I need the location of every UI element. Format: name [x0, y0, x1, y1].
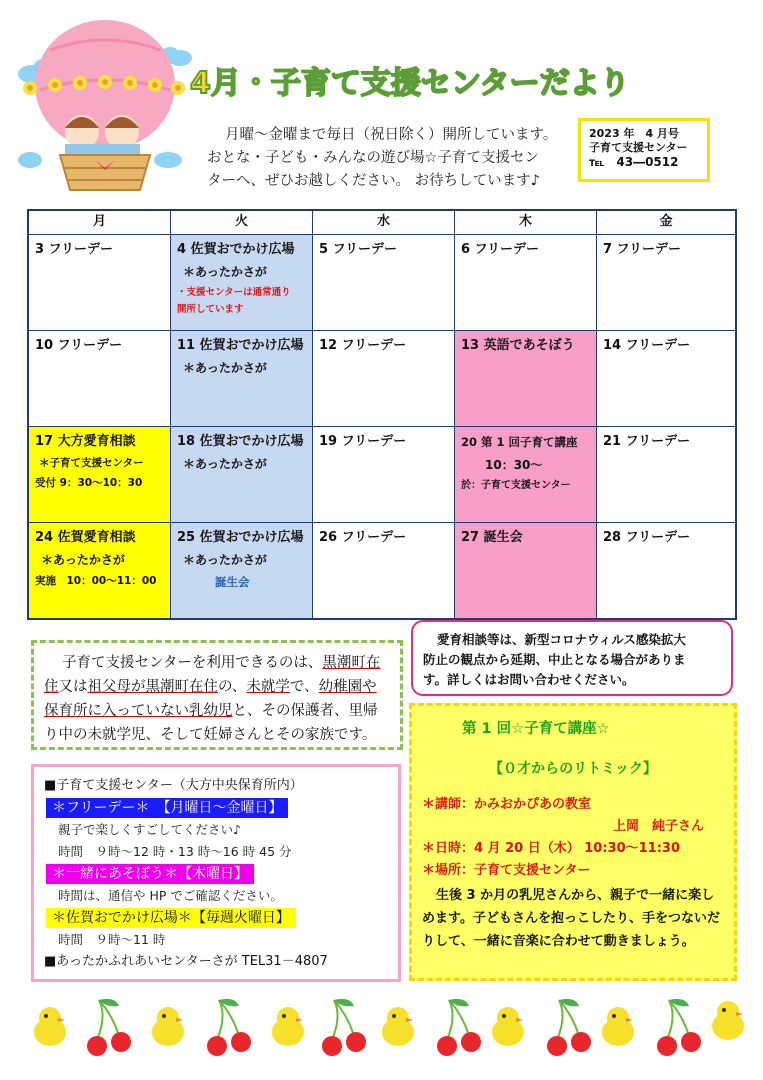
day-header: 金 [597, 211, 735, 235]
calendar-table [27, 209, 737, 620]
cell-title: 19 フリーデー [319, 434, 407, 449]
intro-line: ターへ、ぜひお越しください。 お待ちしています♪ [207, 173, 540, 189]
notice-line: す。詳しくはお問い合わせください。 [423, 672, 635, 687]
footer-decoration [20, 988, 750, 1068]
calendar-cell [29, 427, 171, 523]
calendar-cell [455, 331, 597, 427]
eligibility-underline: 黒潮町在住 [44, 655, 381, 695]
cell-sub: ＊あったかさが [41, 553, 125, 567]
cell-title: 14 フリーデー [603, 338, 691, 353]
calendar-cell [597, 523, 735, 618]
asobo-desc: 時間は、通信や HP でご確認ください。 [58, 888, 283, 903]
cell-sub: 10：30～ [485, 458, 543, 472]
cell-sub: ＊あったかさが [183, 361, 267, 375]
calendar-cell [171, 235, 313, 331]
notice-line: 愛育相談等は、新型コロナウィルス感染拡大 [437, 632, 686, 647]
eligibility-underline: 未就学 [246, 679, 290, 695]
cell-sub: ＊子育て支援センター [39, 457, 144, 469]
cell-title: 3 フリーデー [35, 242, 114, 257]
calendar-cell [313, 427, 455, 523]
cell-title: 18 佐賀おでかけ広場 [177, 434, 304, 449]
cell-title: 17 大方愛育相談 [35, 434, 136, 449]
cell-note: 於：子育て支援センター [461, 480, 571, 491]
cell-sub: ＊あったかさが [183, 265, 267, 279]
calendar-cell [597, 427, 735, 523]
course-box [409, 703, 737, 981]
calendar-cell [171, 427, 313, 523]
calendar-cell [455, 523, 597, 618]
course-date: ＊日時：4 月 20 日（木） 10:30～11:30 [422, 841, 681, 856]
calendar-cell [455, 427, 597, 523]
page-title: 4月・子育て支援センターだより [190, 66, 630, 101]
course-place: ＊場所：子育て支援センター [422, 863, 591, 878]
day-header: 月 [29, 211, 171, 235]
calendar-cell [29, 523, 171, 618]
eligibility-underline: 祖父母が黒潮町在住 [87, 679, 218, 695]
cell-title: 26 フリーデー [319, 530, 407, 545]
asobo-label: ＊一緒にあそぼう＊【木曜日】 [46, 864, 254, 884]
calendar-cell [313, 523, 455, 618]
cell-note: 誕生会 [215, 575, 250, 589]
calendar-cell [597, 235, 735, 331]
saga-time: 時間 ９時～11 時 [58, 932, 166, 947]
cell-title: 27 誕生会 [461, 530, 523, 545]
cell-note: 実施 10：00～11：00 [35, 575, 157, 587]
hot-air-balloon-illustration [10, 10, 195, 200]
eligibility-text: で、 [289, 679, 319, 695]
calendar-cell [597, 331, 735, 427]
cell-title: 24 佐賀愛育相談 [35, 530, 136, 545]
course-title: 第 1 回☆子育て講座☆ [462, 721, 610, 737]
freeday-desc: 親子で楽しくすごしてください♪ [58, 822, 241, 837]
freeday-time: 時間 ９時～12 時・13 時～16 時 45 分 [58, 844, 292, 859]
day-header: 木 [455, 211, 597, 235]
intro-line: おとな・子ども・みんなの遊び場☆子育て支援セン [207, 150, 539, 166]
calendar-cell [171, 331, 313, 427]
eligibility-underline: 幼稚園や保育所に入っていない乳幼児 [44, 679, 377, 719]
calendar-cell [313, 235, 455, 331]
calendar-cell [29, 331, 171, 427]
cell-title: 7 フリーデー [603, 242, 682, 257]
cell-note: 受付 9：30～10：30 [35, 477, 143, 489]
cell-title: 6 フリーデー [461, 242, 540, 257]
cell-title: 28 フリーデー [603, 530, 691, 545]
issue-box [578, 118, 710, 182]
calendar-cell [313, 331, 455, 427]
calendar-cell [455, 235, 597, 331]
cell-title: 5 フリーデー [319, 242, 398, 257]
cell-title: 10 フリーデー [35, 338, 123, 353]
day-header: 水 [313, 211, 455, 235]
notice-line: 防止の観点から延期、中止となる場合がありま [423, 652, 686, 667]
issue-tel: ℡ 43―0512 [589, 155, 679, 169]
course-description: 生後 3 か月の乳児さんから、親子で一緒に楽しめます。子どもさんを抱っこしたり、手をつないだりして、一緒に音楽に合わせて動きましょう。 [422, 888, 720, 949]
eligibility-text: と、その保護者、里帰り中の未就学児、そして妊婦さんとその家族です。 [44, 703, 378, 743]
info-heading: ■子育て支援センター（大方中央保育所内） [44, 778, 303, 793]
cell-title: 4 佐賀おでかけ広場 [177, 242, 295, 257]
cell-sub: ＊あったかさが [183, 457, 267, 471]
cell-title: 12 フリーデー [319, 338, 407, 353]
eligibility-text: 子育て支援センターを利用できるのは、 [62, 655, 323, 671]
eligibility-text: の、 [218, 679, 247, 695]
intro-line: 月曜～金曜まで毎日（祝日除く）開所しています。 [225, 127, 558, 143]
cell-sub: ＊あったかさが [183, 553, 267, 567]
info-box [31, 764, 401, 982]
day-header: 火 [171, 211, 313, 235]
calendar-cell [29, 235, 171, 331]
cell-title: 11 佐賀おでかけ広場 [177, 338, 304, 353]
cell-title: 20 第 1 回子育て講座 [461, 435, 578, 449]
saga-label: ＊佐賀おでかけ広場＊【毎週火曜日】 [46, 908, 296, 928]
chick-icon [34, 1001, 744, 1046]
notice-box [411, 620, 733, 696]
calendar-cell [171, 523, 313, 618]
freeday-label: ＊フリーデー＊ 【月曜日～金曜日】 [46, 798, 288, 818]
intro-text [207, 124, 577, 193]
eligibility-text: 又は [58, 679, 88, 695]
cell-title: 21 フリーデー [603, 434, 691, 449]
course-subtitle: 【０才からのリトミック】 [489, 761, 657, 777]
issue-date: 2023 年 4 月号 [589, 127, 679, 140]
course-lecturer: ＊講師：かみおかぴあの教室 [422, 797, 592, 812]
attaka-contact: ■あったかふれあいセンターさが TEL31－4807 [44, 954, 328, 969]
cell-note: 開所しています [177, 304, 244, 315]
course-lecturer-name: 上岡 純子さん [612, 819, 704, 834]
basket-icon [60, 155, 150, 190]
cell-note: ・支援センターは通常通り [177, 287, 291, 298]
cell-title: 25 佐賀おでかけ広場 [177, 530, 304, 545]
eligibility-box [31, 640, 403, 750]
issue-center: 子育て支援センター [589, 141, 688, 154]
cell-title: 13 英語であそぼう [461, 338, 575, 353]
